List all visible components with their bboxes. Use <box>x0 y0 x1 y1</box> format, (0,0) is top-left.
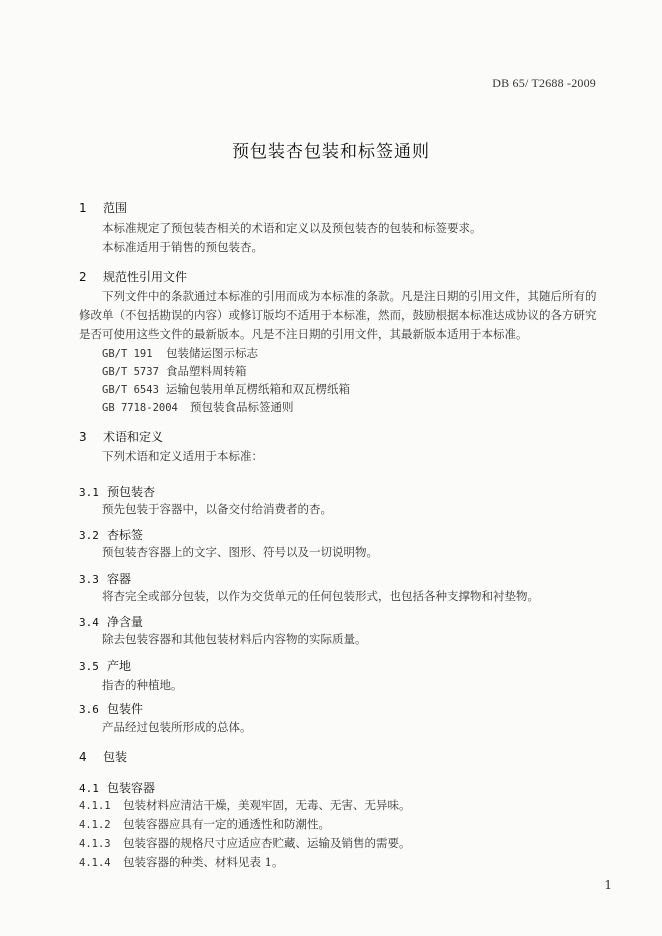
scope-paragraph-2: 本标准适用于销售的预包装杏。 <box>102 240 263 254</box>
section-title: 术语和定义 <box>103 430 164 444</box>
section-3-heading <box>79 428 163 445</box>
section-number: 4 <box>79 750 87 764</box>
references-paragraph-line-2: 修改单（不包括勘误的内容）或修订版均不适用于本标准，然而，鼓励根据本标准达成协议的各方研究 <box>79 308 597 322</box>
section-number: 3 <box>79 430 87 444</box>
reference-code: GB/T 6543 <box>102 384 159 396</box>
definitions-intro: 下列术语和定义适用于本标准： <box>102 449 263 463</box>
section-1-heading <box>79 199 127 216</box>
clause-text: 包装材料应清洁干燥，美观牢固，无毒、无害、无异味。 <box>123 798 411 812</box>
document-title: 预包装杏包装和标签通则 <box>232 142 430 162</box>
term-number: 3.6 <box>79 703 99 716</box>
term-heading-3-2 <box>79 526 143 543</box>
scope-paragraph-1: 本标准规定了预包装杏相关的术语和定义以及预包装杏的包装和标签要求。 <box>102 221 482 235</box>
term-definition: 预先包装于容器中，以备交付给消费者的杏。 <box>102 502 332 516</box>
term-heading-3-4 <box>79 613 143 630</box>
reference-code: GB 7718-2004 <box>102 402 178 414</box>
term-definition: 产品经过包装所形成的总体。 <box>102 720 252 734</box>
section-title: 包装 <box>103 750 128 764</box>
term-name: 容器 <box>107 572 132 586</box>
subsection-heading-4-1 <box>79 779 155 796</box>
clause-text: 包装容器的规格尺寸应适应杏贮藏、运输及销售的需要。 <box>123 836 411 850</box>
subsection-number: 4.1 <box>79 782 99 795</box>
term-heading-3-6 <box>79 700 143 717</box>
term-definition: 将杏完全或部分包装，以作为交货单元的任何包装形式，也包括各种支撑物和衬垫物。 <box>102 589 539 603</box>
term-definition: 除去包装容器和其他包装材料后内容物的实际质量。 <box>102 632 367 646</box>
term-number: 3.2 <box>79 529 99 542</box>
reference-code: GB/T 5737 <box>102 366 159 378</box>
clause-text: 包装容器应具有一定的通透性和防潮性。 <box>123 817 330 831</box>
clause-4-1-1 <box>79 796 411 816</box>
references-paragraph-line-1: 下列文件中的条款通过本标准的引用而成为本标准的条款。凡是注日期的引用文件，其随后所有的 <box>102 289 597 303</box>
reference-title: 包装储运图示标志 <box>166 346 258 360</box>
section-2-heading <box>79 268 187 285</box>
section-number: 1 <box>79 201 87 215</box>
section-title: 范围 <box>103 201 128 215</box>
reference-item <box>102 380 350 400</box>
section-number: 2 <box>79 270 87 284</box>
term-name: 预包装杏 <box>107 485 156 499</box>
clause-text: 包装容器的种类、材料见表 1。 <box>123 855 284 869</box>
reference-item <box>102 362 247 382</box>
reference-title: 食品塑料周转箱 <box>166 364 247 378</box>
reference-title: 预包装食品标签通则 <box>190 400 294 414</box>
clause-number: 4.1.4 <box>79 857 111 869</box>
clause-number: 4.1.1 <box>79 800 111 812</box>
term-number: 3.5 <box>79 660 99 673</box>
standard-code: DB 65/ T2688 -2009 <box>492 76 596 90</box>
reference-code: GB/T 191 <box>102 348 153 360</box>
section-title: 规范性引用文件 <box>103 270 188 284</box>
clause-4-1-4 <box>79 853 283 873</box>
subsection-title: 包装容器 <box>107 781 156 795</box>
reference-item <box>102 398 294 418</box>
term-name: 产地 <box>107 659 132 673</box>
term-definition: 预包装杏容器上的文字、图形、符号以及一切说明物。 <box>102 545 378 559</box>
term-number: 3.4 <box>79 616 99 629</box>
section-4-heading <box>79 748 127 765</box>
term-name: 包装件 <box>107 702 144 716</box>
clause-number: 4.1.3 <box>79 838 111 850</box>
term-number: 3.1 <box>79 486 99 499</box>
references-paragraph-line-3: 是否可使用这些文件的最新版本。凡是不注日期的引用文件，其最新版本适用于本标准。 <box>79 327 528 341</box>
page-number: 1 <box>604 878 612 892</box>
term-name: 杏标签 <box>107 528 144 542</box>
term-heading-3-1 <box>79 483 155 500</box>
clause-4-1-2 <box>79 815 330 835</box>
reference-title: 运输包装用单瓦楞纸箱和双瓦楞纸箱 <box>166 382 350 396</box>
term-heading-3-3 <box>79 570 131 587</box>
term-number: 3.3 <box>79 573 99 586</box>
term-name: 净含量 <box>107 615 144 629</box>
reference-item <box>102 344 258 364</box>
term-definition: 指杏的种植地。 <box>102 678 183 692</box>
clause-4-1-3 <box>79 834 411 854</box>
clause-number: 4.1.2 <box>79 819 111 831</box>
term-heading-3-5 <box>79 657 131 674</box>
